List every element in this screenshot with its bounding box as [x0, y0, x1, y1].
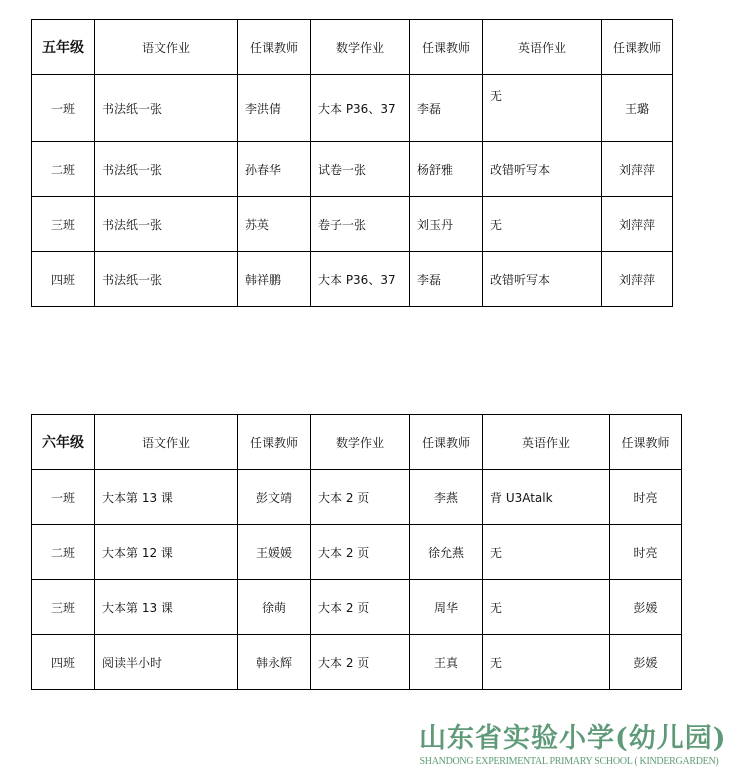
teacher-cell: 彭文靖: [238, 470, 311, 525]
table-row: [32, 635, 682, 690]
grade-label: 五年级: [32, 20, 95, 75]
teacher-cell: 李燕: [410, 470, 483, 525]
math-homework-cell: 大本 2 页: [311, 635, 410, 690]
class-name-cell: 一班: [32, 75, 95, 142]
teacher-cell: 刘萍萍: [602, 197, 673, 252]
teacher-cell: 李磊: [410, 75, 483, 142]
table-row: [32, 580, 682, 635]
column-header: 英语作业: [483, 20, 602, 75]
table-row: [32, 470, 682, 525]
school-name-cn: 山东省实验小学(幼儿园): [419, 723, 727, 754]
teacher-cell: 时亮: [610, 470, 682, 525]
class-name-cell: 三班: [32, 580, 95, 635]
column-header: 任课教师: [410, 415, 483, 470]
column-header: 数学作业: [311, 415, 410, 470]
grade5-homework-table: [31, 19, 673, 307]
math-homework-cell: 大本 P36、37: [311, 75, 410, 142]
table-row: [32, 197, 673, 252]
teacher-cell: 王璐: [602, 75, 673, 142]
teacher-cell: 刘萍萍: [602, 142, 673, 197]
class-name-cell: 二班: [32, 525, 95, 580]
english-homework-cell: 无: [483, 580, 610, 635]
class-name-cell: 四班: [32, 252, 95, 307]
class-name-cell: 三班: [32, 197, 95, 252]
english-homework-cell: 无: [483, 525, 610, 580]
grade6-homework-table: [31, 414, 682, 690]
column-header: 任课教师: [410, 20, 483, 75]
math-homework-cell: 大本 2 页: [311, 525, 410, 580]
teacher-cell: 韩永辉: [238, 635, 311, 690]
math-homework-cell: 大本 2 页: [311, 470, 410, 525]
math-homework-cell: 卷子一张: [311, 197, 410, 252]
table-header-row: [32, 20, 673, 75]
teacher-cell: 孙春华: [238, 142, 311, 197]
teacher-cell: 杨舒雅: [410, 142, 483, 197]
teacher-cell: 周华: [410, 580, 483, 635]
teacher-cell: 徐萌: [238, 580, 311, 635]
teacher-cell: 李洪倩: [238, 75, 311, 142]
chinese-homework-cell: 书法纸一张: [95, 142, 238, 197]
english-homework-cell: 无: [483, 197, 602, 252]
teacher-cell: 彭媛: [610, 635, 682, 690]
chinese-homework-cell: 书法纸一张: [95, 75, 238, 142]
teacher-cell: 刘萍萍: [602, 252, 673, 307]
school-name-en: SHANDONG EXPERIMENTAL PRIMARY SCHOOL ( KINDERGARDEN): [419, 756, 719, 767]
column-header: 语文作业: [95, 20, 238, 75]
teacher-cell: 李磊: [410, 252, 483, 307]
math-homework-cell: 试卷一张: [311, 142, 410, 197]
teacher-cell: 韩祥鹏: [238, 252, 311, 307]
column-header: 语文作业: [95, 415, 238, 470]
table-header-row: [32, 415, 682, 470]
teacher-cell: 彭媛: [610, 580, 682, 635]
table-row: [32, 525, 682, 580]
column-header: 任课教师: [610, 415, 682, 470]
chinese-homework-cell: 书法纸一张: [95, 252, 238, 307]
teacher-cell: 王真: [410, 635, 483, 690]
column-header: 任课教师: [238, 20, 311, 75]
chinese-homework-cell: 书法纸一张: [95, 197, 238, 252]
column-header: 数学作业: [311, 20, 410, 75]
class-name-cell: 四班: [32, 635, 95, 690]
english-homework-cell: 无: [483, 635, 610, 690]
column-header: 英语作业: [483, 415, 610, 470]
class-name-cell: 二班: [32, 142, 95, 197]
english-homework-cell: 改错听写本: [483, 142, 602, 197]
teacher-cell: 刘玉丹: [410, 197, 483, 252]
school-logo: [419, 722, 727, 768]
column-header: 任课教师: [602, 20, 673, 75]
column-header: 任课教师: [238, 415, 311, 470]
teacher-cell: 徐允燕: [410, 525, 483, 580]
math-homework-cell: 大本 P36、37: [311, 252, 410, 307]
chinese-homework-cell: 大本第 13 课: [95, 580, 238, 635]
table-row: [32, 75, 673, 142]
table-row: [32, 142, 673, 197]
english-homework-cell: 背 U3Atalk: [483, 470, 610, 525]
math-homework-cell: 大本 2 页: [311, 580, 410, 635]
english-homework-cell: 无: [483, 75, 602, 142]
chinese-homework-cell: 大本第 13 课: [95, 470, 238, 525]
table-row: [32, 252, 673, 307]
teacher-cell: 苏英: [238, 197, 311, 252]
class-name-cell: 一班: [32, 470, 95, 525]
chinese-homework-cell: 阅读半小时: [95, 635, 238, 690]
english-homework-cell: 改错听写本: [483, 252, 602, 307]
grade-label: 六年级: [32, 415, 95, 470]
teacher-cell: 时亮: [610, 525, 682, 580]
chinese-homework-cell: 大本第 12 课: [95, 525, 238, 580]
teacher-cell: 王媛媛: [238, 525, 311, 580]
